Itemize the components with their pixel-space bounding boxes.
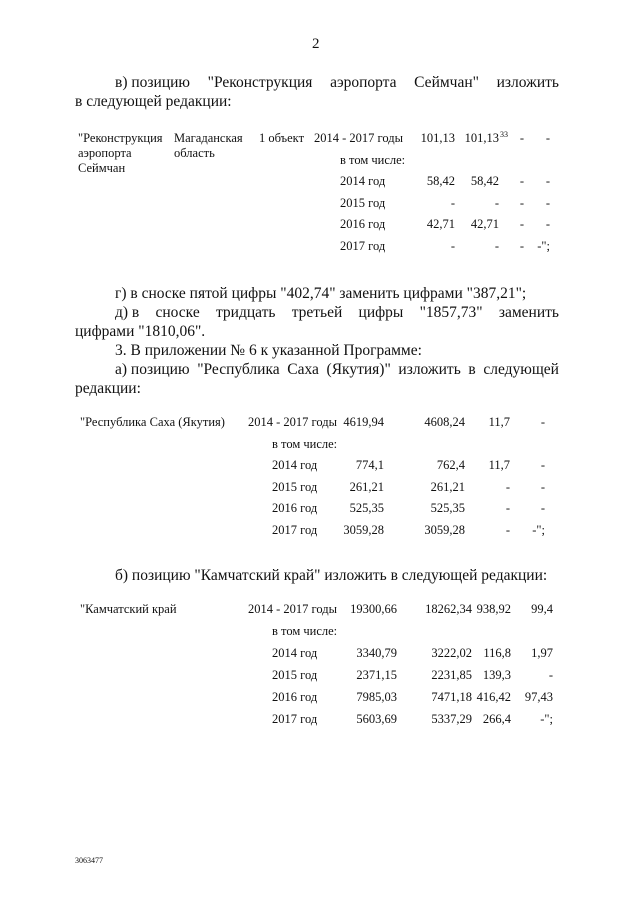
value-cell: 101,13 [464,131,499,145]
value-cell: - [519,217,524,232]
para-v-word: аэропорта [330,74,397,91]
value-cell: 58,42 [426,174,455,189]
value-cell: - [540,415,545,429]
value-cell: - [494,195,499,210]
period-cell: 2014 год [340,174,386,189]
value-cell: 116,8 [483,646,511,660]
value-cell: 261,21 [430,479,465,494]
value-cell: 4619,94 [343,415,384,429]
period-cell: 2014 год [272,646,318,660]
para-v-word: "Реконструкция [207,74,313,91]
value-cell: 11,7 [488,415,510,429]
para-a-word: изложить [398,361,461,378]
value-cell: - [540,458,545,472]
footer-code: 3063477 [75,856,103,865]
para-v-line2: в следующей редакции: [75,93,232,110]
value-cell: 525,35 [430,501,465,515]
para-a-word: в [468,361,476,378]
value-cell: - [505,501,510,515]
value-cell: - [540,479,545,494]
value-cell: 99,4 [531,602,553,616]
period-cell: 2017 год [340,239,386,253]
value-cell: 1,97 [531,646,553,660]
value-cell: -"; [537,239,550,253]
project-name-line: Сеймчан [78,161,126,175]
value-cell: 7985,03 [356,690,397,704]
value-cell: 42,71 [470,217,499,232]
object-count: 1 объект [259,131,305,145]
period-cell: в том числе: [340,152,406,167]
value-cell: -"; [540,712,553,726]
value-cell: - [548,668,553,682]
region-line: область [174,146,215,160]
region-name: "Республика Саха (Якутия) [80,415,225,429]
value-cell: 97,43 [524,690,553,704]
period-cell: 2016 год [272,690,318,704]
para-v-word: изложить [496,74,559,91]
para-a-word: (Якутия)" [326,361,391,378]
period-cell: 2017 год [272,522,318,537]
para-d-line2: цифрами "1810,06". [75,323,206,340]
value-cell: 938,92 [476,602,511,616]
value-cell: 2231,85 [431,668,472,682]
para-a-line2: редакции: [75,380,141,397]
para-a-word: следующей [483,361,559,378]
value-cell: - [505,522,510,537]
value-cell: 3222,02 [431,646,472,660]
value-cell: - [494,239,499,253]
period-cell: 2015 год [272,668,318,682]
value-cell: 266,4 [482,712,511,726]
value-cell: -"; [532,522,545,537]
period-cell: 2015 год [340,195,386,210]
para-a-word: а) позицию [115,361,190,378]
region-name: "Камчатский край [80,602,177,616]
para-b: б) позицию "Камчатский край" изложить в следующей редакции: [115,567,548,584]
period-cell: 2014 - 2017 годы [314,131,404,145]
value-cell: - [450,239,455,253]
para-d-word: тридцать [215,304,276,321]
value-cell: 774,1 [355,458,384,472]
project-name-line: "Реконструкция [78,131,163,145]
value-cell: 261,21 [349,479,384,494]
para-d-line1 [115,303,559,322]
footnote-marker: 33 [500,130,508,139]
para-d-word: цифры [358,304,404,321]
value-cell: - [505,479,510,494]
value-cell: 7471,18 [431,690,472,704]
value-cell: - [519,239,524,253]
value-cell: 416,42 [476,690,511,704]
para-d-word: заменить [498,304,559,321]
value-cell: - [545,174,550,189]
value-cell: 139,3 [482,668,511,682]
para-d-word: "1857,73" [419,304,483,321]
period-cell: в том числе: [272,624,338,638]
period-cell: 2014 год [272,458,318,472]
value-cell: 19300,66 [350,602,397,616]
value-cell: - [545,131,550,145]
period-cell: 2016 год [340,217,386,232]
value-cell: 4608,24 [424,415,465,429]
page-number: 2 [312,36,320,52]
period-cell: 2015 год [272,479,318,494]
value-cell: 58,42 [470,174,499,189]
project-name-line: аэропорта [78,146,132,160]
para-3: 3. В приложении № 6 к указанной Программе: [115,342,422,359]
para-v-word: Сеймчан" [414,74,479,91]
value-cell: 3340,79 [356,646,397,660]
period-cell: 2017 год [272,712,318,726]
period-cell: 2014 - 2017 годы [248,415,338,429]
para-v-word: в) позицию [115,74,190,91]
para-g: г) в сноске пятой цифры "402,74" заменить цифрами "387,21"; [115,285,527,302]
value-cell: - [540,501,545,515]
value-cell: 3059,28 [424,522,465,537]
region-line: Магаданская [174,131,243,145]
value-cell: 42,71 [426,217,455,232]
value-cell: - [519,131,524,145]
value-cell: 5337,29 [431,712,472,726]
value-cell: - [545,217,550,232]
value-cell: 5603,69 [356,712,397,726]
para-d-word: третьей [291,304,343,321]
period-cell: в том числе: [272,436,338,451]
para-d-word: сноске [155,304,200,321]
value-cell: 2371,15 [356,668,397,682]
para-a-line1 [115,360,559,379]
para-v-line1 [115,73,559,92]
period-cell: 2014 - 2017 годы [248,602,338,616]
value-cell: 11,7 [488,458,510,472]
value-cell: 101,13 [420,131,455,145]
para-a-word: "Республика [197,361,280,378]
para-d-word: д) в [115,304,140,321]
value-cell: - [545,195,550,210]
para-a-word: Саха [287,361,319,378]
value-cell: 18262,34 [425,602,472,616]
value-cell: - [519,195,524,210]
value-cell: - [450,195,455,210]
value-cell: 762,4 [436,458,465,472]
value-cell: - [519,174,524,189]
value-cell: 525,35 [349,501,384,515]
period-cell: 2016 год [272,501,318,515]
value-cell: 3059,28 [343,522,384,537]
